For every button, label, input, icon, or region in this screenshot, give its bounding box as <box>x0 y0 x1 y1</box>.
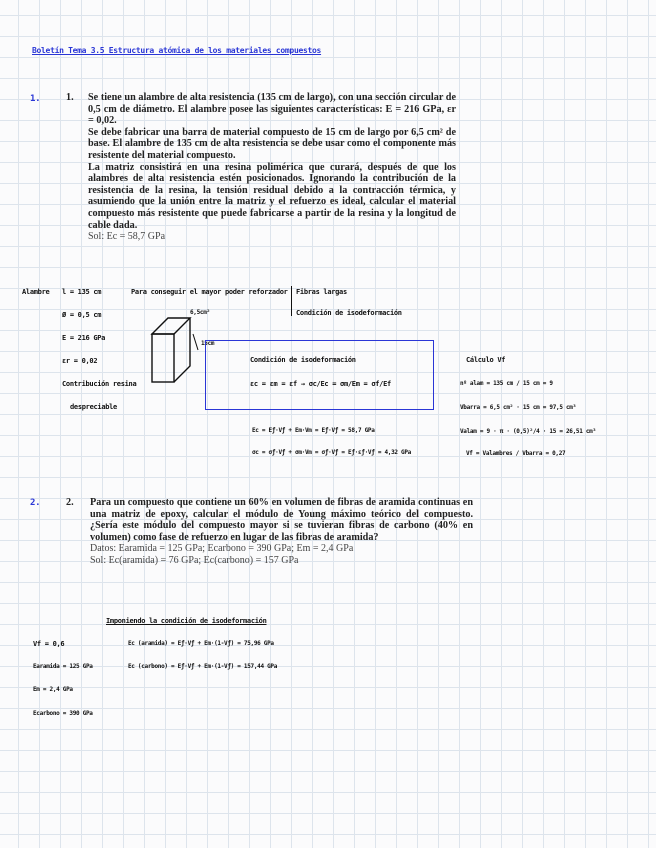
problem-1-paragraph: La matriz consistirá en una resina polimérica que curará, después de que los alambres de alta resistencia estén posicionados. Ignorando la contribución de la resistencia de la resina, la tensión residual debido a la contracción térmica, y asumiendo que la unión entre la matriz y el refuerzo es ideal, calcular el material compuesto más resistente que puede fabricarse a partir de la resina y la longitud de cable dada. <box>88 161 456 231</box>
isostrain-box <box>205 340 434 410</box>
problem-1-number: 1. <box>66 92 74 103</box>
note-contribution: Contribución resina <box>62 380 137 388</box>
problem-1-statement <box>88 92 456 243</box>
problem-2-statement <box>90 497 473 567</box>
problem-2-solution: Sol: Ec(aramida) = 76 GPa; Ec(carbono) = 157 GPa <box>90 555 299 567</box>
problem-2-data: Datos: Earamida = 125 GPa; Ecarbono = 390 GPa; Em = 2,4 GPa <box>90 543 354 555</box>
note-imposing: Imponiendo la condición de isodeformación <box>106 617 267 625</box>
note-strain: εr = 0,02 <box>62 357 98 365</box>
note-negligible: despreciable <box>70 403 117 411</box>
note-height: 15cm <box>201 340 215 347</box>
problem-1-solution: Sol: Ec = 58,7 GPa <box>88 231 166 243</box>
composite-modulus-eq: Ec = Eƒ·Vƒ + Em·Vm = Eƒ·Vƒ = 58,7 GPa <box>252 427 375 434</box>
vf-result: Vf = Valambres / Vbarra = 0,27 <box>466 450 566 457</box>
carbon-result: Ec (carbono) = Eƒ·Vƒ + Em·(1-Vƒ) = 157,44 GPa <box>128 663 278 670</box>
note-isostrain: Condición de isodeformación <box>296 309 402 317</box>
note-ecarbono: Ecarbono = 390 GPa <box>33 710 93 717</box>
problem-1-paragraph: Se tiene un alambre de alta resistencia (135 cm de largo), con una sección circular de 0,5 cm de diámetro. El alambre posee las siguientes características: E = 216 GPa, εr = 0,02. <box>88 92 456 127</box>
problem-1-marker: 1. <box>30 94 41 104</box>
note-reinforcing: Para conseguir el mayor poder reforzador <box>131 288 288 296</box>
problem-1-paragraph: Se debe fabricar una barra de material compuesto de 15 cm de largo por 6,5 cm² de base. El alambre de 135 cm de alta resistencia se debe usar como el componente más resistente del material compuesto. <box>88 126 456 161</box>
composite-stress-eq: σc = σƒ·Vƒ + σm·Vm = σƒ·Vƒ = Eƒ·εƒ·Vƒ = 4,32 GPa <box>252 449 411 456</box>
note-diameter: Ø = 0,5 cm <box>62 311 102 319</box>
problem-2-number: 2. <box>66 497 74 508</box>
wire-volume: Valam = 9 · π · (0,5)²/4 · 15 = 26,51 cm³ <box>460 428 596 435</box>
note-base-area: 6,5cm² <box>190 309 210 316</box>
note-em: Em = 2,4 GPa <box>33 686 73 693</box>
problem-2-marker: 2. <box>30 498 41 508</box>
note-vf: Vf = 0,6 <box>33 640 65 648</box>
bar-volume: Vbarra = 6,5 cm² · 15 cm = 97,5 cm³ <box>460 404 576 411</box>
note-length: l = 135 cm <box>62 288 102 296</box>
note-modulus: E = 216 GPa <box>62 334 106 342</box>
vf-heading: Cálculo Vf <box>466 356 506 364</box>
note-alambre: Alambre <box>22 288 50 296</box>
aramid-result: Ec (aramida) = Eƒ·Vƒ + Em·(1-Vƒ) = 75,96 GPa <box>128 640 274 647</box>
box-title: Condición de isodeformación <box>250 356 356 364</box>
divider-line <box>291 286 292 316</box>
wire-count: nº alam = 135 cm / 15 cm = 9 <box>460 380 553 387</box>
box-equation: εc = εm = εf → σc/Ec = σm/Em = σf/Ef <box>250 380 391 388</box>
note-long-fibers: Fibras largas <box>296 288 347 296</box>
note-earamida: Earamida = 125 GPa <box>33 663 93 670</box>
page-title: Boletín Tema 3.5 Estructura atómica de los materiales compuestos <box>32 46 322 55</box>
problem-2-text: Para un compuesto que contiene un 60% en volumen de fibras de aramida continuas en una matriz de epoxy, calcular el módulo de Young máximo teórico del compuesto. ¿Sería este módulo del compuesto mayor si se tuvieran fibras de carbono (40% en volumen) como fase de refuerzo en lugar de las fibras de aramida? <box>90 497 473 543</box>
